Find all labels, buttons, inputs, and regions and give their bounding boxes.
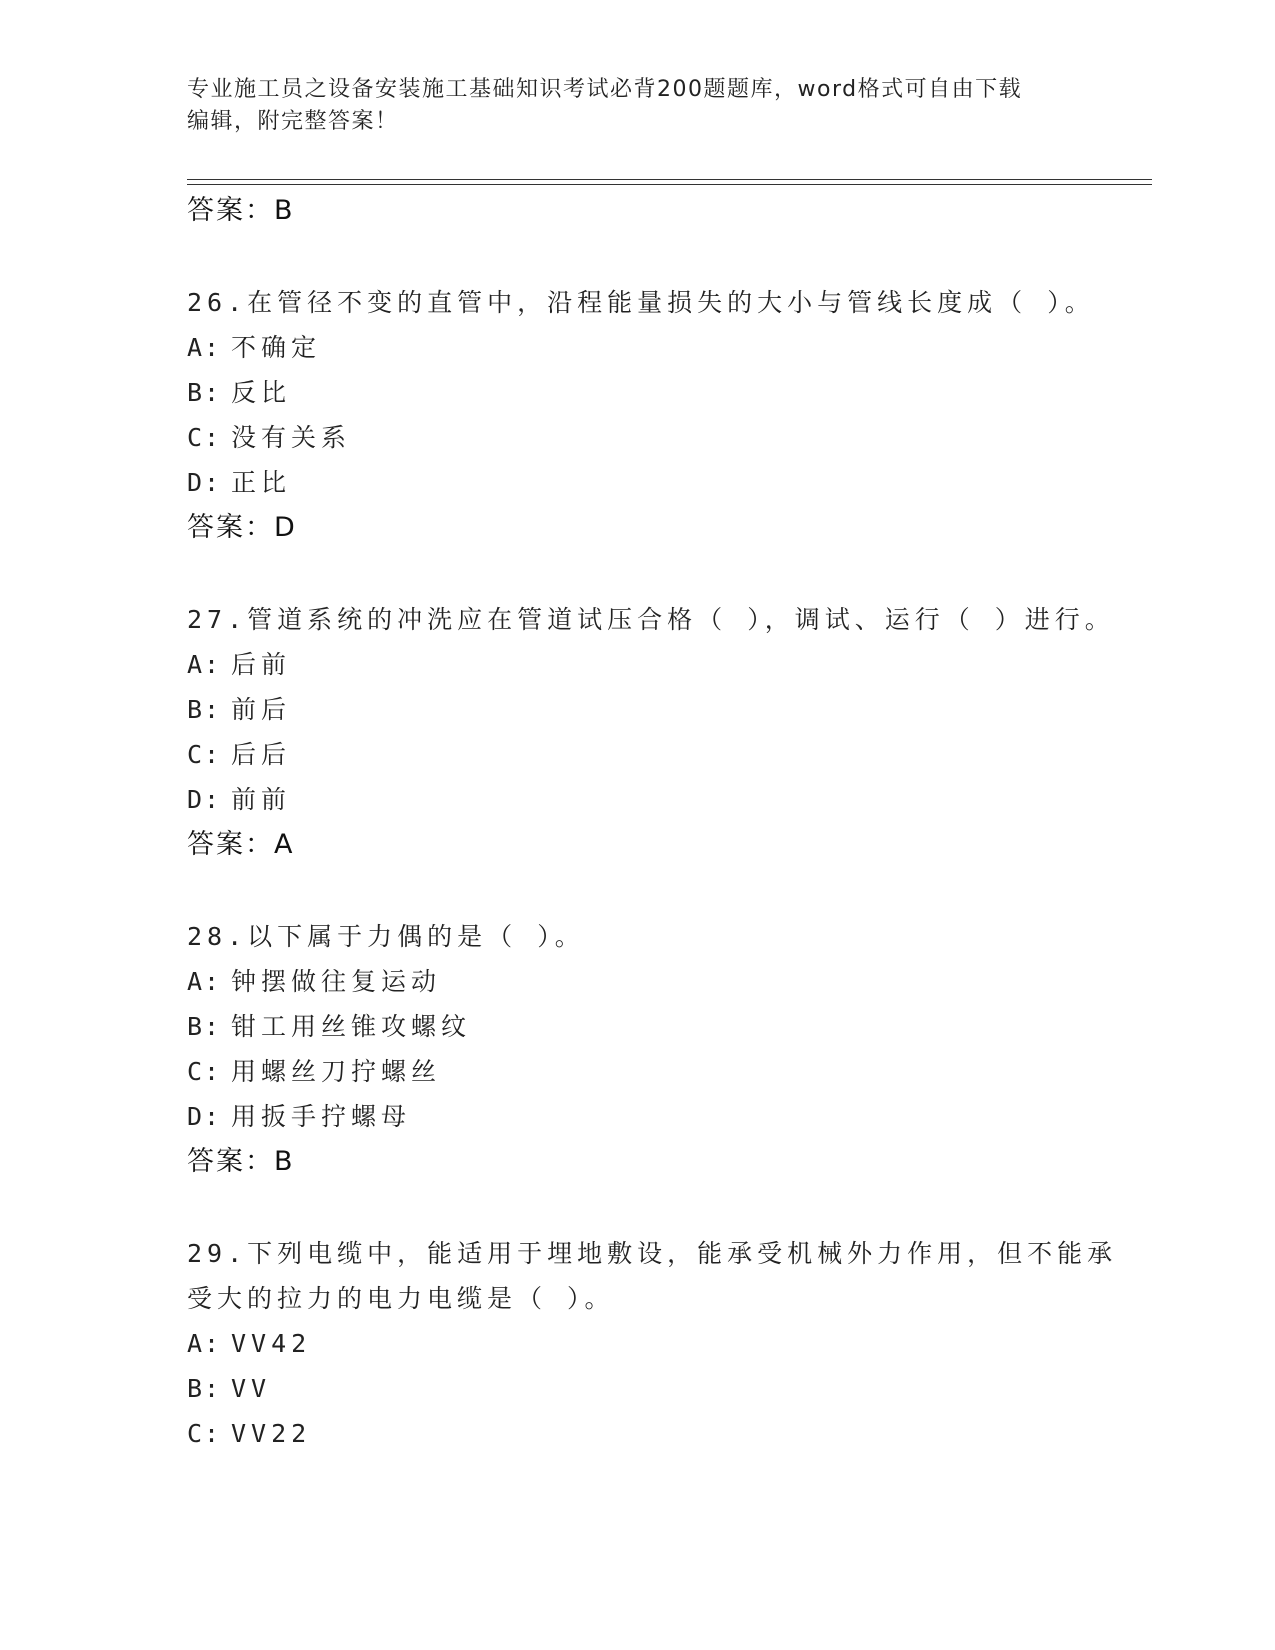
question-text (187, 1231, 1147, 1321)
header-divider-bottom (187, 184, 1152, 185)
question-line: 受大的拉力的电力电缆是（ ）。 (187, 1284, 615, 1313)
option-text: VV (231, 1374, 272, 1403)
option-letter: D: (187, 468, 222, 497)
question-line: 28.以下属于力偶的是（ ）。 (187, 922, 585, 951)
option-b (187, 687, 1147, 732)
document-header (187, 74, 1087, 138)
option-letter: C: (187, 423, 222, 452)
option-text: 钟摆做往复运动 (231, 967, 442, 996)
question-text (187, 597, 1147, 642)
option-text: 正比 (231, 468, 292, 497)
header-divider-top (187, 179, 1152, 180)
option-letter: A: (187, 650, 222, 679)
option-c (187, 1049, 1147, 1094)
option-letter: C: (187, 740, 222, 769)
option-text: 钳工用丝锥攻螺纹 (231, 1012, 472, 1041)
option-d (187, 777, 1147, 822)
option-b (187, 1366, 1147, 1411)
question-list (187, 188, 1147, 1456)
option-letter: C: (187, 1057, 222, 1086)
option-a (187, 642, 1147, 687)
option-letter: D: (187, 1102, 222, 1131)
option-letter: A: (187, 333, 222, 362)
option-a (187, 1321, 1147, 1366)
option-c (187, 732, 1147, 777)
option-text: 前后 (231, 695, 292, 724)
question-text (187, 280, 1147, 325)
answer-line: 答案：B (187, 195, 295, 226)
option-b (187, 370, 1147, 415)
question-block-28 (187, 914, 1147, 1184)
option-a (187, 959, 1147, 1004)
header-line-1: 专业施工员之设备安装施工基础知识考试必背200题题库，word格式可自由下载 (187, 77, 1023, 102)
question-line: 27.管道系统的冲洗应在管道试压合格（ ），调试、运行（ ）进行。 (187, 605, 1115, 634)
question-block-27 (187, 597, 1147, 867)
option-letter: B: (187, 1374, 222, 1403)
option-letter: C: (187, 1419, 222, 1448)
header-line-2: 编辑，附完整答案！ (187, 109, 399, 134)
option-c (187, 1411, 1147, 1456)
question-text (187, 914, 1147, 959)
option-text: 不确定 (231, 333, 322, 362)
question-line: 26.在管径不变的直管中，沿程能量损失的大小与管线长度成（ ）。 (187, 288, 1095, 317)
option-text: 用扳手拧螺母 (231, 1102, 412, 1131)
option-b (187, 1004, 1147, 1049)
option-text: 后前 (231, 650, 292, 679)
option-text: 前前 (231, 785, 292, 814)
option-letter: A: (187, 967, 222, 996)
option-text: 用螺丝刀拧螺丝 (231, 1057, 442, 1086)
answer-line: 答案：A (187, 829, 295, 860)
answer-line: 答案：B (187, 1146, 295, 1177)
option-d (187, 460, 1147, 505)
option-text: 反比 (231, 378, 292, 407)
option-text: 没有关系 (231, 423, 352, 452)
option-letter: A: (187, 1329, 222, 1358)
option-text: 后后 (231, 740, 292, 769)
answer-line: 答案：D (187, 512, 297, 543)
option-d (187, 1094, 1147, 1139)
option-letter: B: (187, 378, 222, 407)
option-letter: B: (187, 695, 222, 724)
option-letter: B: (187, 1012, 222, 1041)
option-text: VV42 (231, 1329, 312, 1358)
option-letter: D: (187, 785, 222, 814)
question-block-26 (187, 280, 1147, 550)
question-line: 29.下列电缆中，能适用于埋地敷设，能承受机械外力作用，但不能承 (187, 1239, 1118, 1268)
question-block-29 (187, 1231, 1147, 1456)
option-a (187, 325, 1147, 370)
option-text: VV22 (231, 1419, 312, 1448)
option-c (187, 415, 1147, 460)
